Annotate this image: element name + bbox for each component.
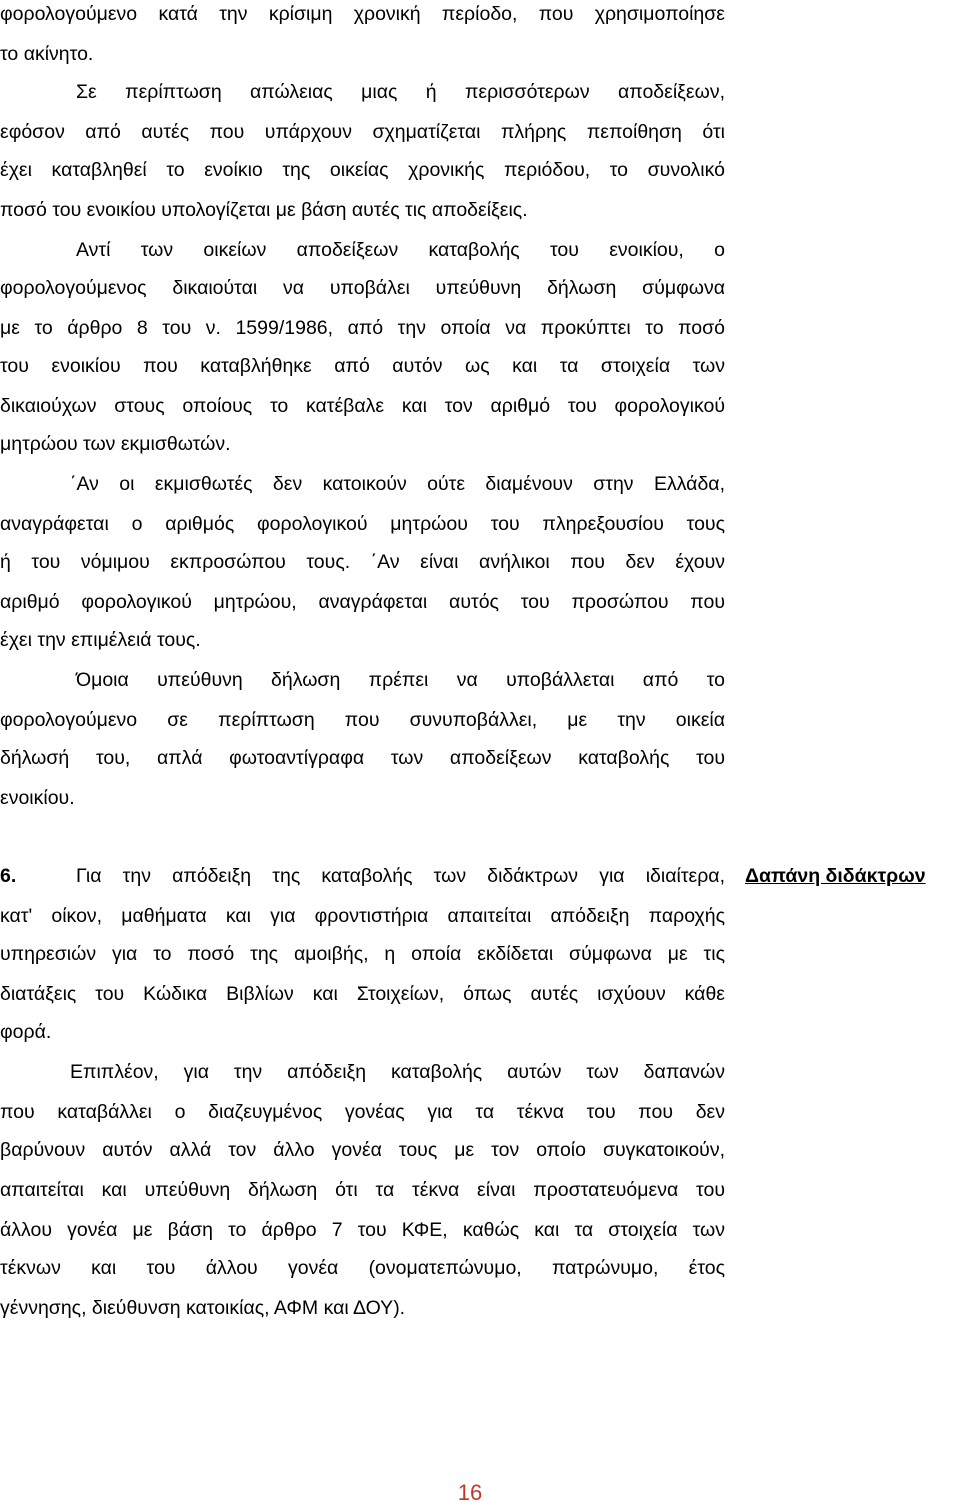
text-line: τέκνων και του άλλου γονέα (ονοματεπώνυμο, πατρώνυμο, έτος: [0, 1257, 725, 1279]
text-line: φορολογούμενο κατά την κρίσιμη χρονική περίοδο, που χρησιμοποίησε: [0, 3, 725, 25]
text-line: έχει καταβληθεί το ενοίκιο της οικείας χρονικής περιόδου, το συνολικό: [0, 159, 725, 181]
margin-note-tuition-expense: Δαπάνη διδάκτρων: [745, 865, 926, 887]
text-line: φορολογούμενο σε περίπτωση που συνυποβάλλει, με την οικεία: [0, 709, 725, 731]
text-line: φορολογούμενος δικαιούται να υποβάλει υπεύθυνη δήλωση σύμφωνα: [0, 277, 725, 299]
text-line: που καταβάλλει ο διαζευγμένος γονέας για τα τέκνα του που δεν: [0, 1101, 725, 1123]
text-line: Όμοια υπεύθυνη δήλωση πρέπει να υποβάλλεται από το: [76, 669, 725, 691]
text-line: υπηρεσιών για το ποσό της αμοιβής, η οποία εκδίδεται σύμφωνα με τις: [0, 943, 725, 965]
text-line: έχει την επιμέλειά τους.: [0, 629, 201, 651]
text-line: Αντί των οικείων αποδείξεων καταβολής του ενοικίου, ο: [76, 239, 725, 261]
page-number: 16: [457, 1480, 483, 1505]
text-line: άλλου γονέα με βάση το άρθρο 7 του ΚΦΕ, καθώς και τα στοιχεία των: [0, 1219, 725, 1241]
text-line: δικαιούχων στους οποίους το κατέβαλε και τον αριθμό του φορολογικού: [0, 395, 725, 417]
text-line: βαρύνουν αυτόν αλλά τον άλλο γονέα τους με τον οποίο συγκατοικούν,: [0, 1139, 725, 1161]
text-line: δήλωσή του, απλά φωτοαντίγραφα των αποδείξεων καταβολής του: [0, 747, 725, 769]
text-line: το ακίνητο.: [0, 43, 94, 65]
text-line: απαιτείται και υπεύθυνη δήλωση ότι τα τέκνα είναι προστατευόμενα του: [0, 1179, 725, 1201]
text-line: αναγράφεται ο αριθμός φορολογικού μητρώου του πληρεξουσίου τους: [0, 513, 725, 535]
text-line: διατάξεις του Κώδικα Βιβλίων και Στοιχείων, όπως αυτές ισχύουν κάθε: [0, 983, 725, 1005]
text-line: ποσό του ενοικίου υπολογίζεται με βάση αυτές τις αποδείξεις.: [0, 199, 528, 221]
text-line: εφόσον από αυτές που υπάρχουν σχηματίζεται πλήρης πεποίθηση ότι: [0, 121, 725, 143]
text-line: Για την απόδειξη της καταβολής των διδάκτρων για ιδιαίτερα,: [76, 865, 725, 887]
text-line: με το άρθρο 8 του ν. 1599/1986, από την οποία να προκύπτει το ποσό: [0, 317, 725, 339]
text-line: Σε περίπτωση απώλειας μιας ή περισσότερων αποδείξεων,: [76, 81, 725, 103]
text-line: φορά.: [0, 1021, 52, 1043]
text-line: ΄Αν οι εκμισθωτές δεν κατοικούν ούτε διαμένουν στην Ελλάδα,: [70, 473, 725, 495]
section-number: 6.: [0, 865, 17, 887]
text-line: μητρώου των εκμισθωτών.: [0, 433, 231, 455]
text-line: Επιπλέον, για την απόδειξη καταβολής αυτών των δαπανών: [70, 1061, 725, 1083]
text-line: γέννησης, διεύθυνση κατοικίας, ΑΦΜ και ΔΟΥ).: [0, 1297, 406, 1319]
section-6-first-line: [0, 856, 725, 896]
text-line: του ενοικίου που καταβλήθηκε από αυτόν ως και τα στοιχεία των: [0, 355, 725, 377]
text-line: ή του νόμιμου εκπροσώπου τους. ΄Αν είναι ανήλικοι που δεν έχουν: [0, 551, 725, 573]
text-line: κατ' οίκον, μαθήματα και για φροντιστήρια απαιτείται απόδειξη παροχής: [0, 905, 725, 927]
text-line: αριθμό φορολογικού μητρώου, αναγράφεται αυτός του προσώπου που: [0, 591, 725, 613]
text-line: ενοικίου.: [0, 787, 75, 809]
